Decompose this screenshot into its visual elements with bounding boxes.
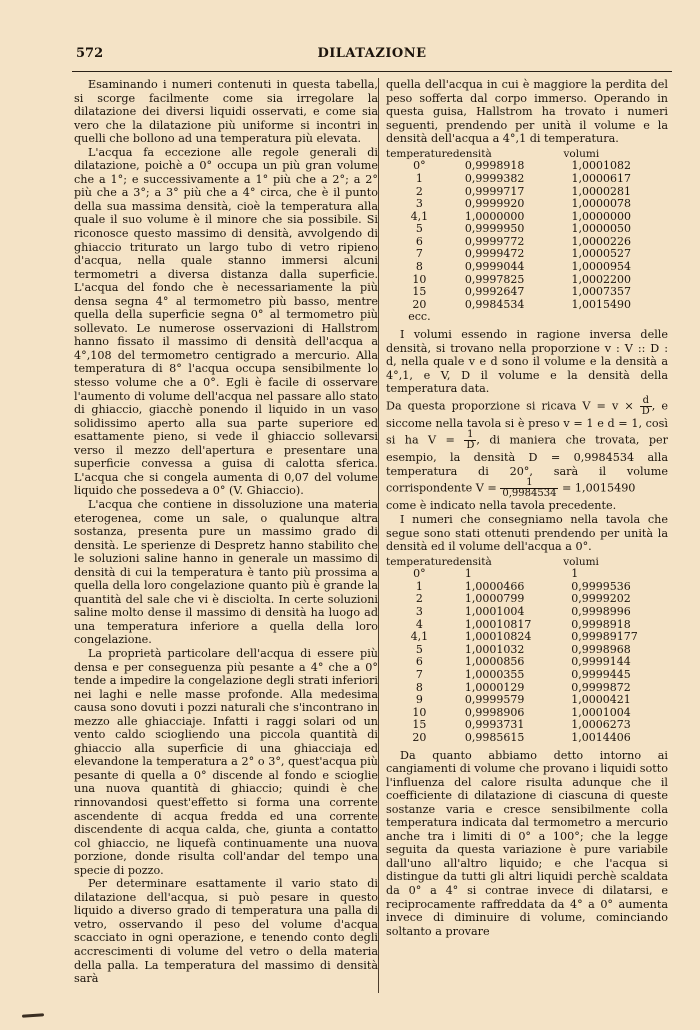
table-cell: 0,9999536	[571, 579, 631, 593]
table-cell: 1,0000050	[571, 222, 631, 236]
fraction	[500, 478, 558, 499]
table-cell: 1,0000799	[464, 592, 525, 606]
table-cell: 1,0000856	[464, 655, 525, 669]
table-row	[386, 311, 668, 324]
table-row	[386, 568, 668, 581]
table-cell: 10	[412, 272, 427, 286]
table-cell: 0,9997825	[464, 272, 525, 286]
table-cell: 0,9993731	[464, 718, 525, 732]
column-header: volumi	[563, 147, 600, 160]
page-number: 572	[76, 46, 104, 61]
table-row	[386, 198, 668, 211]
formula-text: Da questa proporzione si ricava V = v ×	[386, 399, 634, 413]
paragraph: Per determinare esattamente il vario stato di dilatazione dell'acqua, si può pesare in questo liquido a diverso grado di temperatura una palla di vetro, osservando il peso del volume d'acqua scacciato in ogni operazione, e tenendo conto degli accrescimenti di volume del vetro o della materia della palla. La temperatura del massimo di densità sarà	[74, 877, 378, 986]
table-cell: 1,0001004	[464, 604, 525, 618]
table-cell: 0,9998918	[464, 159, 525, 173]
paragraph: I numeri che consegniamo nella tavola che segue sono stati ottenuti prendendo per unità la densità ed il volume dell'acqua a 0°.	[386, 512, 668, 554]
table-cell: 1,0000421	[571, 693, 631, 707]
table-cell: 1,0015490	[571, 297, 631, 311]
table-cell: 1,00010824	[464, 630, 532, 644]
table-cell: 0,9999472	[464, 247, 525, 261]
ink-mark	[22, 1013, 44, 1018]
table-cell: 0,9984534	[464, 297, 525, 311]
table-cell: 3	[415, 197, 423, 211]
hallstrom-table	[386, 148, 668, 324]
table-cell: 0,9998968	[571, 642, 631, 656]
paragraph: L'acqua che contiene in dissoluzione una materia eterogenea, come un sale, o qualunque altra sostanza, presenta pure un massimo grado di densità. Le sperienze di Despretz hanno stabilito che le soluzioni saline hanno in generale un massimo di densità di cui la temperatura è tanto più prossima a quella della loro congelazione quanto più è grande la quantità del sale che vi è disciolta. In certe soluzioni saline molto dense il massimo di densità ha luogo ad una temperatura inferiore a quella della loro congelazione.	[74, 497, 378, 647]
table-cell: 0,9999579	[464, 693, 525, 707]
paragraph: Da quanto abbiamo detto intorno ai cangiamenti di volume che provano i liquidi sotto l'influenza del calore risulta adunque che il coefficiente di dilatazione di ciascuna di queste sostanze varia e cresce sensibilmente colla temperatura indicata dal termometro a mercurio anche tra i limiti di 0° a 100°; che la legge seguita da questa variazione è pure variabile dall'uno all'altro liquido; e che l'acqua si distingue da tutti gli altri liquidi perchè scaldata da 0° a 4° si contrae invece di dilatarsi, e reciprocamente raffreddata da 4° a 0° aumenta invece di diminuire di volume, cominciando soltanto a provare	[386, 748, 668, 938]
table-cell: 0,9992647	[464, 285, 525, 299]
column-header: volumi	[563, 555, 599, 568]
table-cell: 1,0000617	[571, 171, 631, 185]
table-cell: 0,9999445	[571, 667, 631, 681]
table-cell: 8	[415, 680, 423, 694]
column-header: temperature	[386, 555, 453, 568]
paragraph: quella dell'acqua in cui è maggiore la perdita del peso sofferta dal corpo immerso. Operando in questa guisa, Hallstrom ha trovato i numeri seguenti, prendendo per unità il volume e la densità dell'acqua a 4°,1 di temperatura.	[386, 78, 668, 146]
formula-text: , e siccome nella tavola si è preso v = 1 e d = 1, così si ha V =	[386, 399, 668, 447]
density-table-zero	[386, 556, 668, 745]
table-cell: 1,0000466	[464, 579, 525, 593]
table-cell: 20	[412, 730, 427, 744]
column-divider	[378, 78, 379, 993]
table-cell: 0,9998918	[571, 617, 631, 631]
table-cell: 1,0001004	[571, 705, 631, 719]
table-cell: 0,9999950	[464, 222, 525, 236]
table-cell: 1,0007357	[571, 285, 631, 299]
running-header	[72, 46, 672, 66]
left-column	[74, 78, 378, 986]
table-cell	[564, 311, 669, 324]
table-cell: 2	[415, 592, 423, 606]
table-cell: 0,99989177	[571, 630, 638, 644]
table-cell: 0°	[413, 567, 426, 581]
fraction	[464, 430, 476, 451]
table-cell: 5	[415, 222, 423, 236]
table-cell: 1,0000129	[464, 680, 525, 694]
table-cell: 0,9999382	[464, 171, 525, 185]
table-cell: 0,9999872	[571, 680, 631, 694]
table-cell: 0,9999044	[464, 260, 525, 274]
table-cell: 10	[412, 705, 427, 719]
table-cell: 8	[415, 260, 423, 274]
table-cell: 1,0000000	[571, 209, 631, 223]
table-cell: 0,9999717	[464, 184, 525, 198]
table-row	[386, 261, 668, 274]
table-cell: 1	[415, 171, 423, 185]
column-header: temperature	[386, 147, 453, 160]
column-header: densità	[452, 555, 492, 568]
table-cell: 20	[412, 297, 427, 311]
table-cell: 0,9999202	[571, 592, 631, 606]
table-cell: 0°	[413, 159, 426, 173]
table-cell: 1,0000000	[464, 209, 525, 223]
table-header-row	[386, 556, 668, 569]
fraction	[640, 396, 652, 417]
paragraph: L'acqua fa eccezione alle regole generali di dilatazione, poichè a 0° occupa un più gran volume che a 1°; e successivamente a 1° più che a 2°; a 2° più che a 3°; a 3° più che a 4° circa, che è il punto della sua massima densità, cioè la temperatura alla quale il suo volume è il minore che sia possibile. Si riconosce questo massimo di densità, avvolgendo di ghiaccio triturato un largo tubo di vetro ripieno d'acqua, nella quale stanno immersi alcuni termometri a diversa distanza dalla superficie. L'acqua del fondo che è necessariamente la più densa segna 4° al termometro più basso, mentre quella della superficie segna 0° al termometro più sollevato. Le numerose osservazioni di Hallstrom hanno fissato il massimo di densità dell'acqua a 4°,108 del termometro centigrado a mercurio. Alla temperatura di 8° l'acqua occupa sensibilmente lo stesso volume che a 0°. Egli è facile di osservare l'aumento di volume dell'acqua nel passare allo stato di ghiaccio, giacchè ponendo il liquido in un vaso solidissimo aperto alla sua parte superiore ed esattamente pieno, si vede il ghiaccio sollevarsi verso il mezzo dell'apertura e presentare una superficie convessa a guisa di calotta sferica. L'acqua che si congela aumenta di 0,07 del volume liquido che possedeva a 0° (V. Ghiaccio).	[74, 145, 378, 498]
formula-paragraph	[386, 396, 668, 500]
table-row	[386, 694, 668, 707]
table-cell: 1,0000355	[464, 667, 525, 681]
table-cell: 1,0000078	[571, 197, 631, 211]
table-row	[386, 732, 668, 745]
paragraph: I volumi essendo in ragione inversa delle densità, si trovano nella proporzione v : V :: D : d, nella quale v e d sono il volume e la densità a 4°,1, e V, D il volume e la densità della temperatura data.	[386, 328, 668, 396]
table-cell: 1	[464, 567, 472, 581]
fraction-denominator: D	[641, 405, 650, 417]
table-cell: 1,0000954	[571, 260, 631, 274]
formula-text: , di maniera che trovata, per esempio, la densità D = 0,9984534 alla temperatura di 20°, sarà il volume corrispondente V =	[386, 433, 668, 495]
header-rule	[72, 71, 672, 72]
table-row	[386, 606, 668, 619]
table-cell: 7	[415, 247, 423, 261]
fraction-numerator: d	[640, 396, 652, 407]
table-cell: 1,0002200	[571, 272, 631, 286]
table-cell: 1,0001032	[464, 642, 525, 656]
table-cell: 1,0001082	[571, 159, 631, 173]
table-cell: 1,0014406	[571, 730, 631, 744]
table-cell: ecc.	[408, 310, 431, 324]
table-cell: 1,00010817	[464, 617, 532, 631]
table-cell: 1,0000281	[571, 184, 631, 198]
fraction-denominator: 0,9984534	[502, 488, 557, 500]
table-cell: 4,1	[410, 209, 429, 223]
formula-text: = 1,0015490	[562, 481, 636, 495]
table-cell: 0,9985615	[464, 730, 525, 744]
table-cell	[453, 311, 564, 324]
table-cell: 0,9999772	[464, 234, 525, 248]
table-cell: 15	[412, 285, 427, 299]
table-cell: 1,0006273	[571, 718, 631, 732]
column-header: densità	[452, 147, 492, 160]
table-row	[386, 173, 668, 186]
right-column	[386, 78, 668, 938]
paragraph: Esaminando i numeri contenuti in questa tabella, si scorge facilmente come sia irregolare la dilatazione dei diversi liquidi osservati, e come sia vero che la dilatazione più uniforme si incontri in quelli che bollono ad una temperatura più elevata.	[74, 78, 378, 146]
page-title: DILATAZIONE	[317, 46, 427, 61]
table-cell: 0,9999144	[571, 655, 631, 669]
table-cell: 6	[415, 234, 423, 248]
table-cell: 4	[415, 617, 423, 631]
paragraph: come è indicato nella tavola precedente.	[386, 499, 617, 513]
table-cell: 2	[415, 184, 423, 198]
paragraph: La proprietà particolare dell'acqua di essere più densa e per conseguenza più pesante a 4° che a 0° tende a impedire la congelazione degli strati inferiori nei laghi e nelle masse profonde. Alla medesima causa sono dovuti i pozzi naturali che s'incontrano in mezzo alle ghiacciaje. Infatti i raggi solari od un vento caldo sciogliendo una piccola quantità di ghiaccio alla superficie di una ghiacciaja ed elevandone la temperatura a 2° o 3°, quest'acqua più pesante di quella a 0° discende al fondo e scioglie una nuova quantità di ghiaccio; quindi è che rinnovandosi quest'effetto si forma una corrente ascendente di acqua fredda ed una corrente discendente di acqua calda, che, giunta a contatto col ghiaccio, ne liquefà continuamente una nuova porzione, donde risulta coll'andar del tempo una specie di pozzo.	[74, 646, 378, 877]
table-cell: 5	[415, 642, 423, 656]
table-row	[386, 286, 668, 299]
table-cell: 1,0000226	[571, 234, 631, 248]
table-cell: 15	[412, 718, 427, 732]
fraction-numerator: 1	[500, 478, 558, 489]
fraction-numerator: 1	[464, 430, 476, 441]
table-row	[386, 223, 668, 236]
table-cell: 1	[415, 579, 423, 593]
table-cell: 7	[415, 667, 423, 681]
table-cell: 0,9998906	[464, 705, 525, 719]
table-cell: 1,0000527	[571, 247, 631, 261]
table-cell: 4,1	[410, 630, 429, 644]
table-cell: 0,9998996	[571, 604, 631, 618]
table-row	[386, 631, 668, 644]
table-cell: 6	[415, 655, 423, 669]
table-cell: 3	[415, 604, 423, 618]
table-row	[386, 669, 668, 682]
fraction-denominator: D	[466, 440, 475, 452]
table-cell: 9	[415, 693, 423, 707]
table-cell: 1	[571, 567, 579, 581]
table-cell: 0,9999920	[464, 197, 525, 211]
